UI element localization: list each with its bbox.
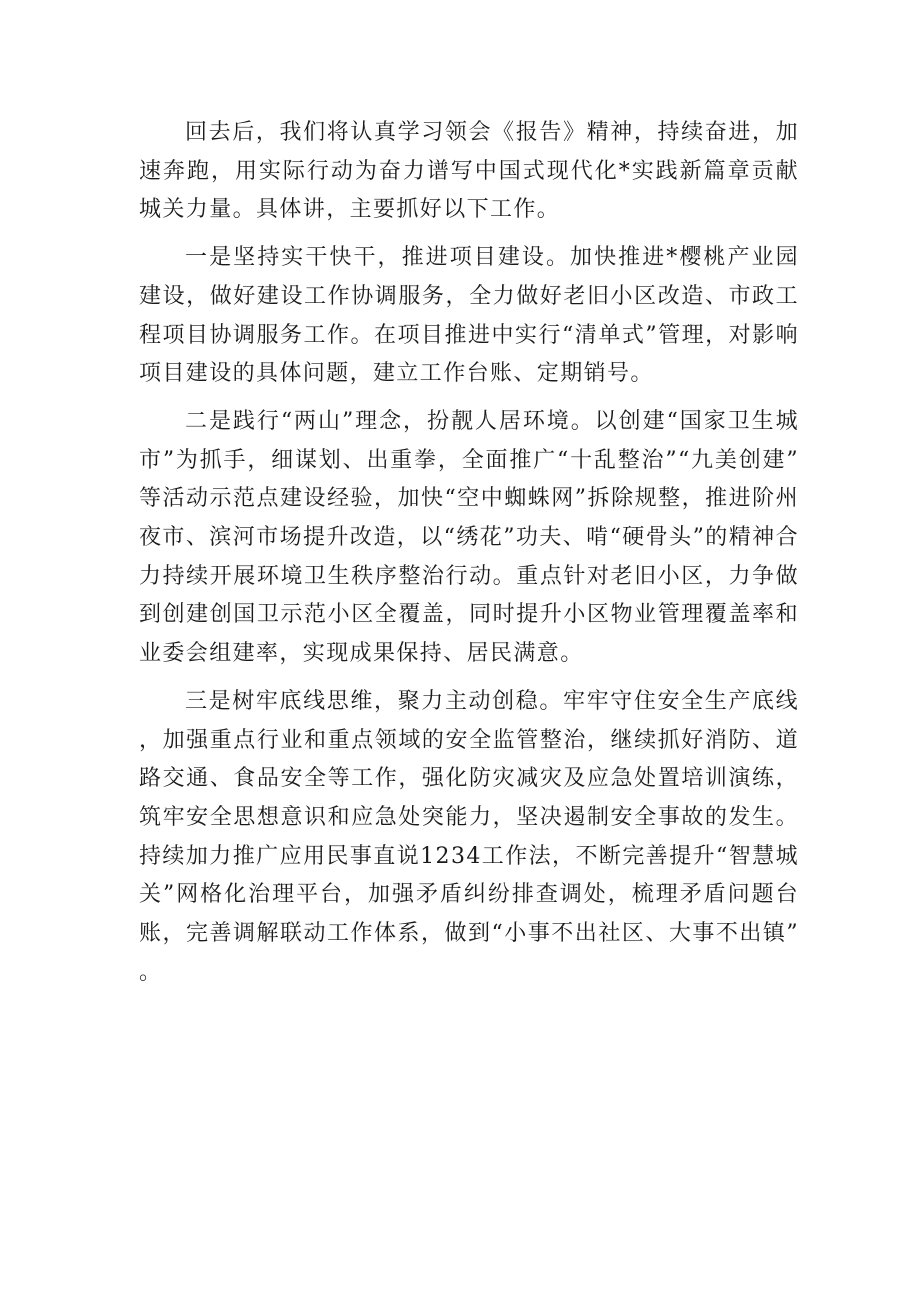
- paragraph-intro: 回去后，我们将认真学习领会《报告》精神，持续奋进，加速奔跑，用实际行动为奋力谱写中国式现代化*实践新篇章贡献城关力量。具体讲，主要抓好以下工作。: [139, 120, 799, 223]
- document-body: [139, 114, 799, 992]
- paragraph-living-environment: 二是践行“两山”理念，扮靓人居环境。以创建“国家卫生城市”为抓手，细谋划、出重拳，全面推广“十乱整治”“九美创建”等活动示范点建设经验，加快“空中蜘蛛网”拆除规整，推进阶州夜市、滨河市场提升改造，以“绣花”功夫、啃“硬骨头”的精神合力持续开展环境卫生秩序整治行动。重点针对老旧小区，力争做到创建创国卫示范小区全覆盖，同时提升小区物业管理覆盖率和业委会组建率，实现成果保持、居民满意。: [139, 408, 799, 667]
- paragraph-project-construction: 一是坚持实干快干，推进项目建设。加快推进*樱桃产业园建设，做好建设工作协调服务，全力做好老旧小区改造、市政工程项目协调服务工作。在项目推进中实行“清单式”管理，对影响项目建设的具体问题，建立工作台账、定期销号。: [139, 245, 799, 387]
- paragraph-safety-stability: 三是树牢底线思维，聚力主动创稳。牢牢守住安全生产底线，加强重点行业和重点领域的安全监管整治，继续抓好消防、道路交通、食品安全等工作，强化防灾减灾及应急处置培训演练，筑牢安全思想意识和应急处突能力，坚决遏制安全事故的发生。持续加力推广应用民事直说1234工作法，不断完善提升“智慧城关”网格化治理平台，加强矛盾纠纷排查调处，梳理矛盾问题台账，完善调解联动工作体系，做到“小事不出社区、大事不出镇”。: [139, 688, 799, 985]
